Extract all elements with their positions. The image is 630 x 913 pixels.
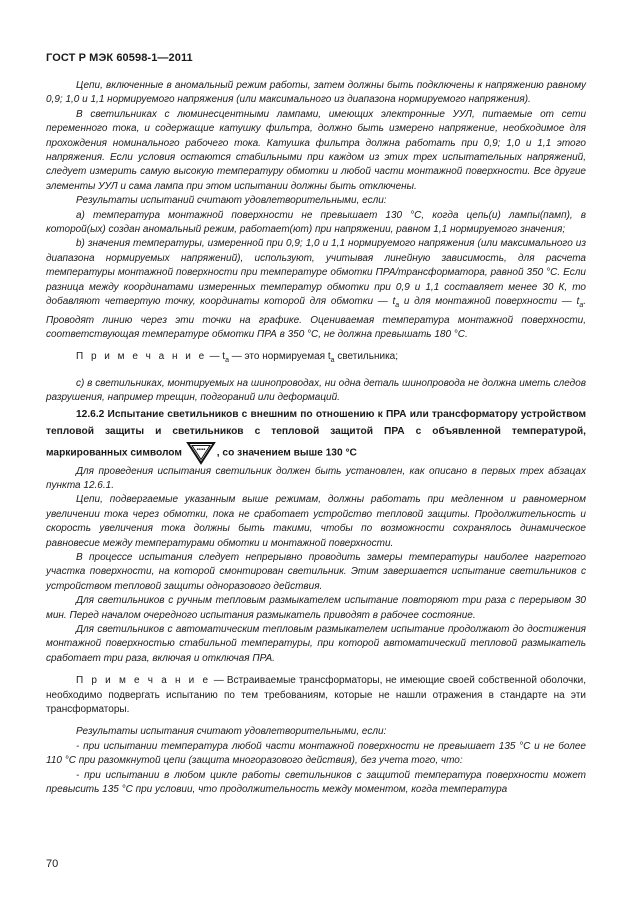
text-run: . Проводят линию через эти точки на графике. Оцениваемая температура монтажной поверхности, соответствующая температуре обмотки ПРА в 350 °С, не должна превышать 180 °С. bbox=[46, 296, 586, 340]
paragraph: Цепи, включенные в аномальный режим работы, затем должны быть подключены к напряжению равному 0,9; 1,0 и 1,1 нормируемого напряжения (или максимального из диапазона нормируемого напряжения). bbox=[46, 80, 586, 106]
paragraph: Результаты испытания считают удовлетворительными, если: bbox=[76, 726, 387, 738]
paragraph: Для проведения испытания светильник должен быть установлен, как описано в первых трех абзацах пункта 12.6.1. bbox=[46, 465, 586, 491]
standard-code: ГОСТ Р МЭК 60598-1—2011 bbox=[46, 52, 193, 64]
subscript: а bbox=[225, 357, 229, 365]
list-item: - при испытании в любом цикле работы светильников с защитой температура поверхности может превысить 135 °С при условии, что продолжительность между моментом, когда температура bbox=[46, 769, 586, 796]
text-run: — это нормируемая t bbox=[228, 351, 331, 363]
list-item bbox=[46, 237, 586, 342]
note-label: П р и м е ч а н и е bbox=[76, 675, 211, 687]
symbol-dots: ••••• bbox=[196, 446, 206, 453]
paragraph: Для светильников с автоматическим тепловым размыкателем испытание продолжают до достижения монтажной поверхностью стабильной температуры, при которой автоматический тепловой размыкатель сработает три раза, включая и отключая ПРА. bbox=[46, 624, 586, 664]
paragraph: Для светильников с ручным тепловым размыкателем испытание повторяют три раза с перерывом 30 мин. Перед началом очередного испытания размыкатель приводят в рабочее состояние. bbox=[46, 595, 586, 621]
paragraph: Цепи, подвергаемые указанным выше режимам, должны работать при медленном и равномерном увеличении тока через обмотки, пока не сработает устройство тепловой защиты. Продолжительность и скорость увеличения тока должны быть такими, чтобы по возможности сохранялось динамическое равновесие между температурами обмотки и монтажной поверхности. bbox=[46, 494, 586, 549]
list-item: - при испытании температура любой части монтажной поверхности не превышает 135 °С и не более 110 °С при разомкнутой цепи (защита многоразового действия), без учета того, что: bbox=[46, 740, 586, 767]
paragraph: Результаты испытаний считают удовлетворительными, если: bbox=[76, 195, 387, 207]
list-item: с) в светильниках, монтируемых на шинопроводах, ни одна деталь шинопровода не должна иметь следов разрушения, например трещин, подгораний или деформаций. bbox=[46, 377, 586, 404]
heading-text: , со значением выше 130 °С bbox=[216, 447, 357, 459]
subscript: а bbox=[330, 357, 335, 365]
heading-text: 12.6.2 Испытание светильников с внешним по отношению к ПРА или трансформатору устройством тепловой защиты и светильников с тепловой защитой ПРА с объявленной температурой, маркированных символом bbox=[46, 408, 586, 459]
note bbox=[46, 350, 586, 368]
text-run: и для монтажной поверхности — t bbox=[399, 296, 580, 308]
note bbox=[46, 674, 586, 717]
text-run: — Встраиваемые трансформаторы, не имеющие своей собственной оболочки, необходимо подвергать испытанию по тем требованиям, которые не нашли отражения в стандарте на эти трансформаторы. bbox=[46, 675, 586, 716]
thermal-protection-triangle-icon bbox=[186, 441, 216, 465]
list-item: а) температура монтажной поверхности не превышает 130 °С, когда цепь(и) лампы(памп), в которой(ых) создан аномальный режим, работает(ют) при напряжении, равном 1,1 нормируемого значения; bbox=[46, 209, 586, 236]
subscript: а bbox=[395, 302, 400, 310]
paragraph: В процессе испытания следует непрерывно проводить замеры температуры наиболее нагретого участка поверхности, на которой смонтирован светильник. Этим завершается испытание светильников с устройством тепловой защиты одноразового действия. bbox=[46, 551, 586, 592]
note-label: П р и м е ч а н и е bbox=[76, 351, 207, 363]
text-run: — t bbox=[206, 351, 226, 363]
page-number: 70 bbox=[46, 858, 59, 870]
subscript: а bbox=[579, 302, 584, 310]
section-heading bbox=[46, 406, 586, 465]
paragraph: В светильниках с люминесцентными лампами, имеющих электронные УУЛ, питаемые от сети переменного тока, и содержащие катушку фильтра, должно быть измерено напряжение, необходимое для прохождения номинального рабочего тока. Катушка фильтра должна работать при 0,9; 1,0 и 1,1 этого напряжения. Если условия остаются стабильными при каждом из этих трех испытательных напряжений, следует измерить самую высокую температуру обмотки и любой части монтажной поверхности. Все другие элементы УУЛ и сама лампа при этом испытании должны быть отключены. bbox=[46, 108, 586, 192]
text-run: светильника; bbox=[334, 351, 399, 363]
text-run: b) значения температуры, измеренной при 0,9; 1,0 и 1,1 нормируемого напряжения (или максимального из диапазона нормируемых напряжений), используют, учитывая линейную зависимость, для расчета температуры монтажной поверхности при температуре обмотки ПРА/трансформатора, равной 350 °С. Если разница между координатами измеренных температур обмотки при 0,9 и 1,1 составляет менее 30 К, то добавляют четвертую точку, координаты которой для обмотки — t bbox=[46, 238, 586, 308]
document-body bbox=[46, 79, 586, 797]
